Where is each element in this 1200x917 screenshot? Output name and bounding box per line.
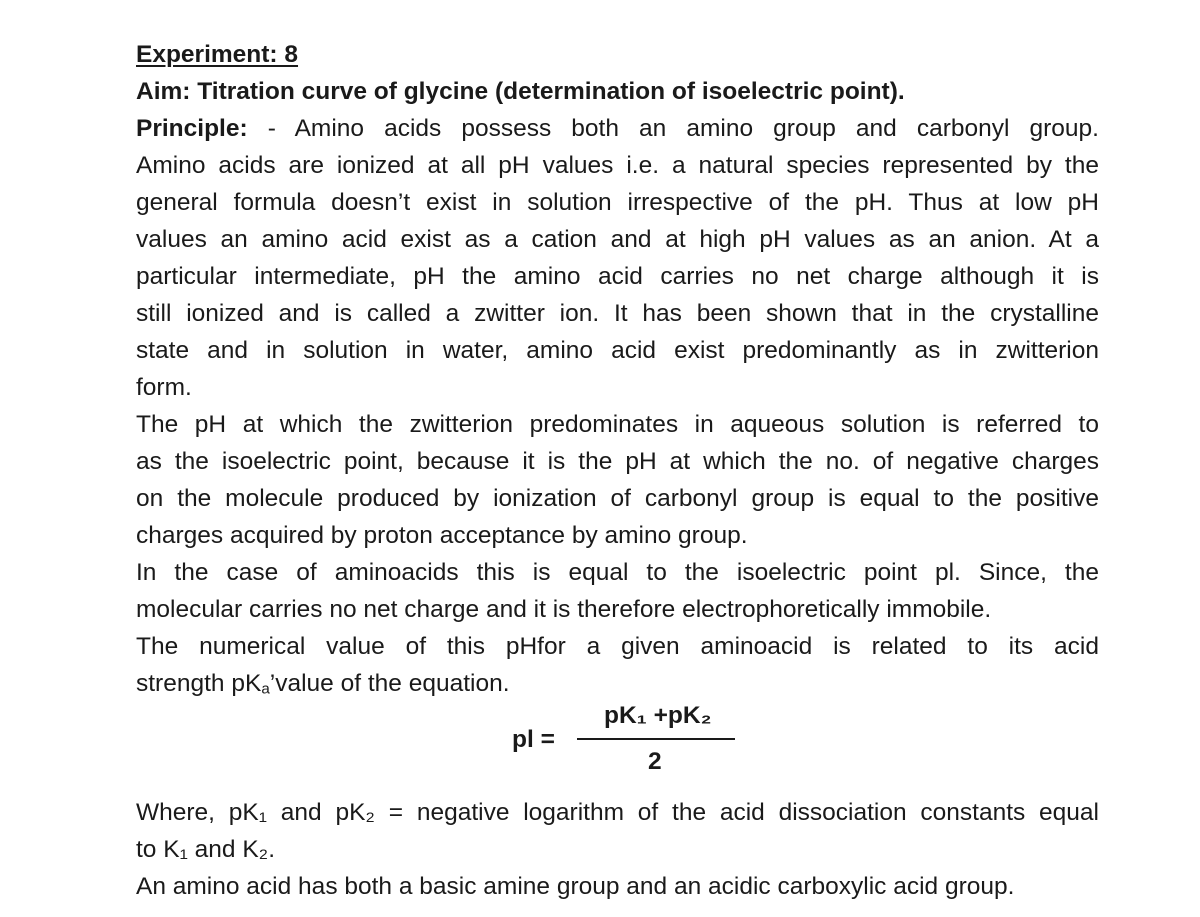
principle-line: Amino acids are ionized at all pH values i.e. a natural species represented by the xyxy=(136,152,1099,179)
isoelectric-formula xyxy=(136,702,1099,794)
where-line: Where, pK₁ and pK₂ = negative logarithm of the acid dissociation constants equal xyxy=(136,799,1099,826)
pka-prefix: strength pK xyxy=(136,670,262,697)
principle-line: general formula doesn’t exist in solution irrespective of the pH. Thus at low pH xyxy=(136,189,1099,216)
where-line-2: to K₁ and K₂. xyxy=(136,836,275,863)
fraction-bar xyxy=(577,738,735,740)
paragraph2-line: on the molecule produced by ionization of carbonyl group is equal to the positive xyxy=(136,485,1099,512)
paragraph3-line: The numerical value of this pHfor a given aminoacid is related to its acid xyxy=(136,633,1099,660)
paragraph2-line: The pH at which the zwitterion predominates in aqueous solution is referred to xyxy=(136,411,1099,438)
principle-first-line-text: - Amino acids possess both an amino group and carbonyl group. xyxy=(247,115,1099,142)
paragraph2-last-line: charges acquired by proton acceptance by amino group. xyxy=(136,522,748,549)
principle-last-line: form. xyxy=(136,374,192,401)
pka-subscript: a xyxy=(261,680,270,698)
principle-label: Principle: xyxy=(136,115,248,142)
formula-lhs: pl = xyxy=(512,726,555,753)
formula-denominator: 2 xyxy=(648,748,662,775)
document-page xyxy=(136,36,1099,905)
principle-first-line xyxy=(136,110,1099,147)
formula-numerator: pK₁ +pK₂ xyxy=(604,702,712,729)
experiment-title: Experiment: 8 xyxy=(136,41,299,68)
principle-line: still ionized and is called a zwitter ion. It has been shown that in the crystalline xyxy=(136,300,1099,327)
principle-line: state and in solution in water, amino acid exist predominantly as in zwitterion xyxy=(136,337,1099,364)
paragraph3-line: In the case of aminoacids this is equal to the isoelectric point pl. Since, the xyxy=(136,559,1099,586)
principle-line: particular intermediate, pH the amino acid carries no net charge although it is xyxy=(136,263,1099,290)
aim-line: Aim: Titration curve of glycine (determination of isoelectric point). xyxy=(136,78,905,105)
pka-suffix: ’value of the equation. xyxy=(269,670,510,697)
final-line: An amino acid has both a basic amine group and an acidic carboxylic acid group. xyxy=(136,873,1015,900)
paragraph2-line: as the isoelectric point, because it is the pH at which the no. of negative charges xyxy=(136,448,1099,475)
principle-line: values an amino acid exist as a cation and at high pH values as an anion. At a xyxy=(136,226,1099,253)
paragraph3-plain-line: molecular carries no net charge and it is therefore electrophoretically immobile. xyxy=(136,596,992,623)
paragraph3-last-line xyxy=(136,665,1099,702)
